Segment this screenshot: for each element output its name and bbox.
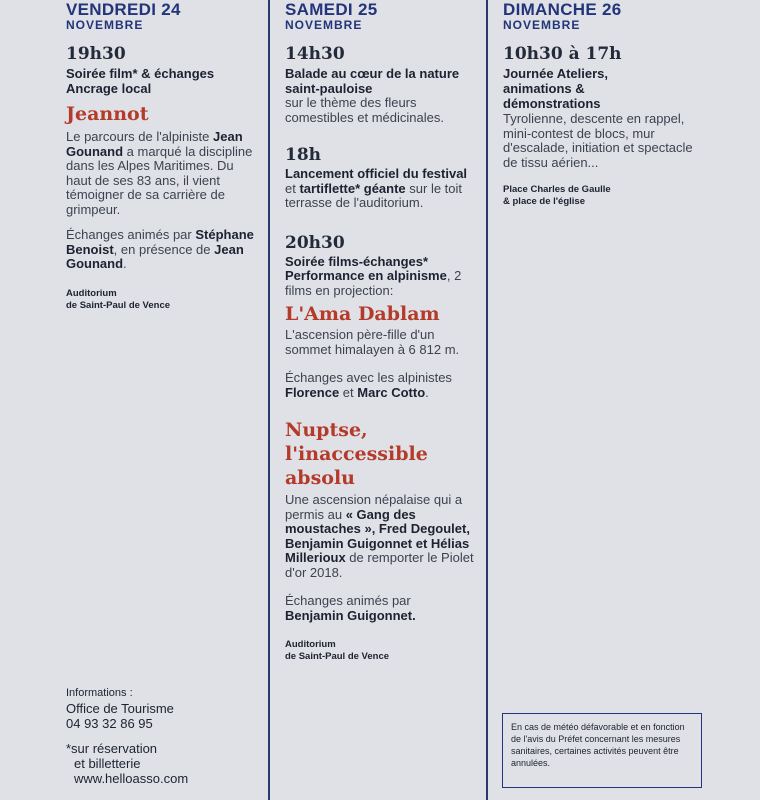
saturday-e2-t2: et (285, 180, 300, 196)
friday-time: 19h30 (66, 44, 126, 64)
saturday-film2-ex-name: Benjamin Guigonnet. (285, 607, 416, 623)
saturday-day: SAMEDI 25 (285, 0, 378, 19)
info-phone: 04 93 32 86 95 (66, 716, 153, 731)
saturday-e3-t1: Soirée films-échanges* Performance en alpinisme (285, 253, 447, 283)
friday-exchange-2: , en présence de (113, 241, 215, 257)
friday-event-line2: Ancrage local (66, 81, 152, 96)
saturday-location-1: Auditorium (285, 639, 336, 650)
saturday-e3-t2: , 2 films en projection: (285, 268, 462, 298)
saturday-e1-desc: sur le thème des fleurs comestibles et médicinales. (285, 95, 444, 125)
saturday-e2-t1: Lancement officiel du festival (285, 166, 468, 181)
saturday-e2-text (285, 167, 480, 211)
column-divider-2 (486, 0, 488, 800)
info-office: Office de Tourisme (66, 701, 174, 716)
friday-column (66, 0, 256, 312)
weather-note-box (502, 713, 702, 788)
friday-desc-2: a marqué la discipline dans les Alpes Maritimes. (66, 143, 253, 173)
saturday-film1-ex1: Échanges avec les alpinistes (285, 370, 452, 385)
sunday-month: NOVEMBRE (503, 18, 581, 32)
saturday-month: NOVEMBRE (285, 18, 363, 32)
saturday-film2-desc (285, 493, 480, 580)
friday-desc-3: Du haut de ses 83 ans, il vient témoigner de sa carrière de grimpeur. (66, 158, 234, 217)
saturday-e2-t3: tartiflette* géante (299, 180, 406, 196)
friday-exchange (66, 228, 256, 272)
friday-desc-name: Jean Gounand (66, 129, 243, 159)
info-reservation-1: *sur réservation (66, 741, 158, 756)
info-reservation-2: et billetterie (74, 756, 141, 771)
sunday-location (503, 184, 703, 208)
saturday-film1-ex3: . (425, 384, 429, 400)
friday-month: NOVEMBRE (66, 18, 144, 32)
info-label: Informations : (66, 687, 133, 699)
saturday-film2-title: Nuptse, l'inaccessible absolu (285, 419, 428, 489)
column-divider-1 (268, 0, 270, 800)
saturday-film2-d-bold: « Gang des moustaches », Fred Degoulet, Benjamin Guigonnet et Hélias Millerioux (285, 506, 470, 565)
friday-exchange-name1: Stéphane Benoist (66, 227, 254, 257)
saturday-film1-ex-name2: Marc Cotto (357, 384, 426, 400)
saturday-e1-time: 14h30 (285, 44, 345, 64)
friday-location-2: de Saint-Paul de Vence (66, 299, 171, 311)
sunday-title: Journée Ateliers, animations & démonstrations (503, 66, 609, 111)
friday-event-line1: Soirée film* & échanges (66, 66, 215, 81)
sunday-day: DIMANCHE 26 (503, 0, 622, 19)
saturday-e1-title: Balade au cœur de la nature saint-pauloise (285, 66, 460, 96)
info-url[interactable]: www.helloasso.com (74, 771, 189, 786)
saturday-film2-d1: Une ascension népalaise qui a permis au (285, 492, 463, 522)
sunday-location-2: & place de l'église (503, 196, 585, 207)
sunday-location-1: Place Charles de Gaulle (503, 184, 611, 195)
friday-location (66, 288, 256, 312)
saturday-film2-d2: de remporter le Piolet d'or 2018. (285, 550, 474, 580)
saturday-film2-exchange (285, 594, 480, 623)
sunday-desc: Tyrolienne, descente en rappel, mini-contest de blocs, mur d'escalade, initiation et spectacle de tissu aérien... (503, 111, 693, 170)
saturday-e3-text (285, 255, 480, 299)
friday-exchange-3: . (123, 256, 127, 271)
saturday-film1-ex-name1: Florence (285, 384, 340, 400)
friday-film-desc (66, 130, 256, 217)
saturday-location (285, 639, 480, 663)
friday-exchange-name2: Jean Gounand (66, 241, 244, 271)
saturday-film1-title: L'Ama Dablam (285, 303, 440, 325)
saturday-location-2: de Saint-Paul de Vence (285, 651, 390, 662)
saturday-film1-desc: L'ascension père-fille d'un sommet himalayen à 6 812 m. (285, 327, 460, 357)
saturday-e2-t4: sur le toit terrasse de l'auditorium. (285, 180, 463, 210)
friday-location-1: Auditorium (66, 287, 117, 299)
saturday-e3-time: 20h30 (285, 232, 345, 253)
friday-film-title: Jeannot (66, 103, 149, 125)
friday-event-title (66, 66, 256, 96)
sunday-time: 10h30 à 17h (503, 44, 622, 64)
saturday-film1-ex2: et (339, 384, 358, 400)
sunday-column (503, 0, 703, 208)
friday-desc-1: Le parcours de l'alpiniste (66, 129, 210, 144)
friday-day: VENDREDI 24 (66, 0, 181, 19)
saturday-e2-time: 18h (285, 145, 322, 165)
friday-exchange-1: Échanges animés par (66, 227, 192, 242)
saturday-film1-exchange (285, 371, 480, 400)
info-block (66, 686, 256, 786)
weather-note: En cas de météo défavorable et en fonction de l'avis du Préfet concernant les mesures sanitaires, certaines activités peuvent être annulées. (511, 722, 685, 768)
saturday-film2-ex1: Échanges animés par (285, 593, 411, 608)
saturday-column (285, 0, 480, 663)
